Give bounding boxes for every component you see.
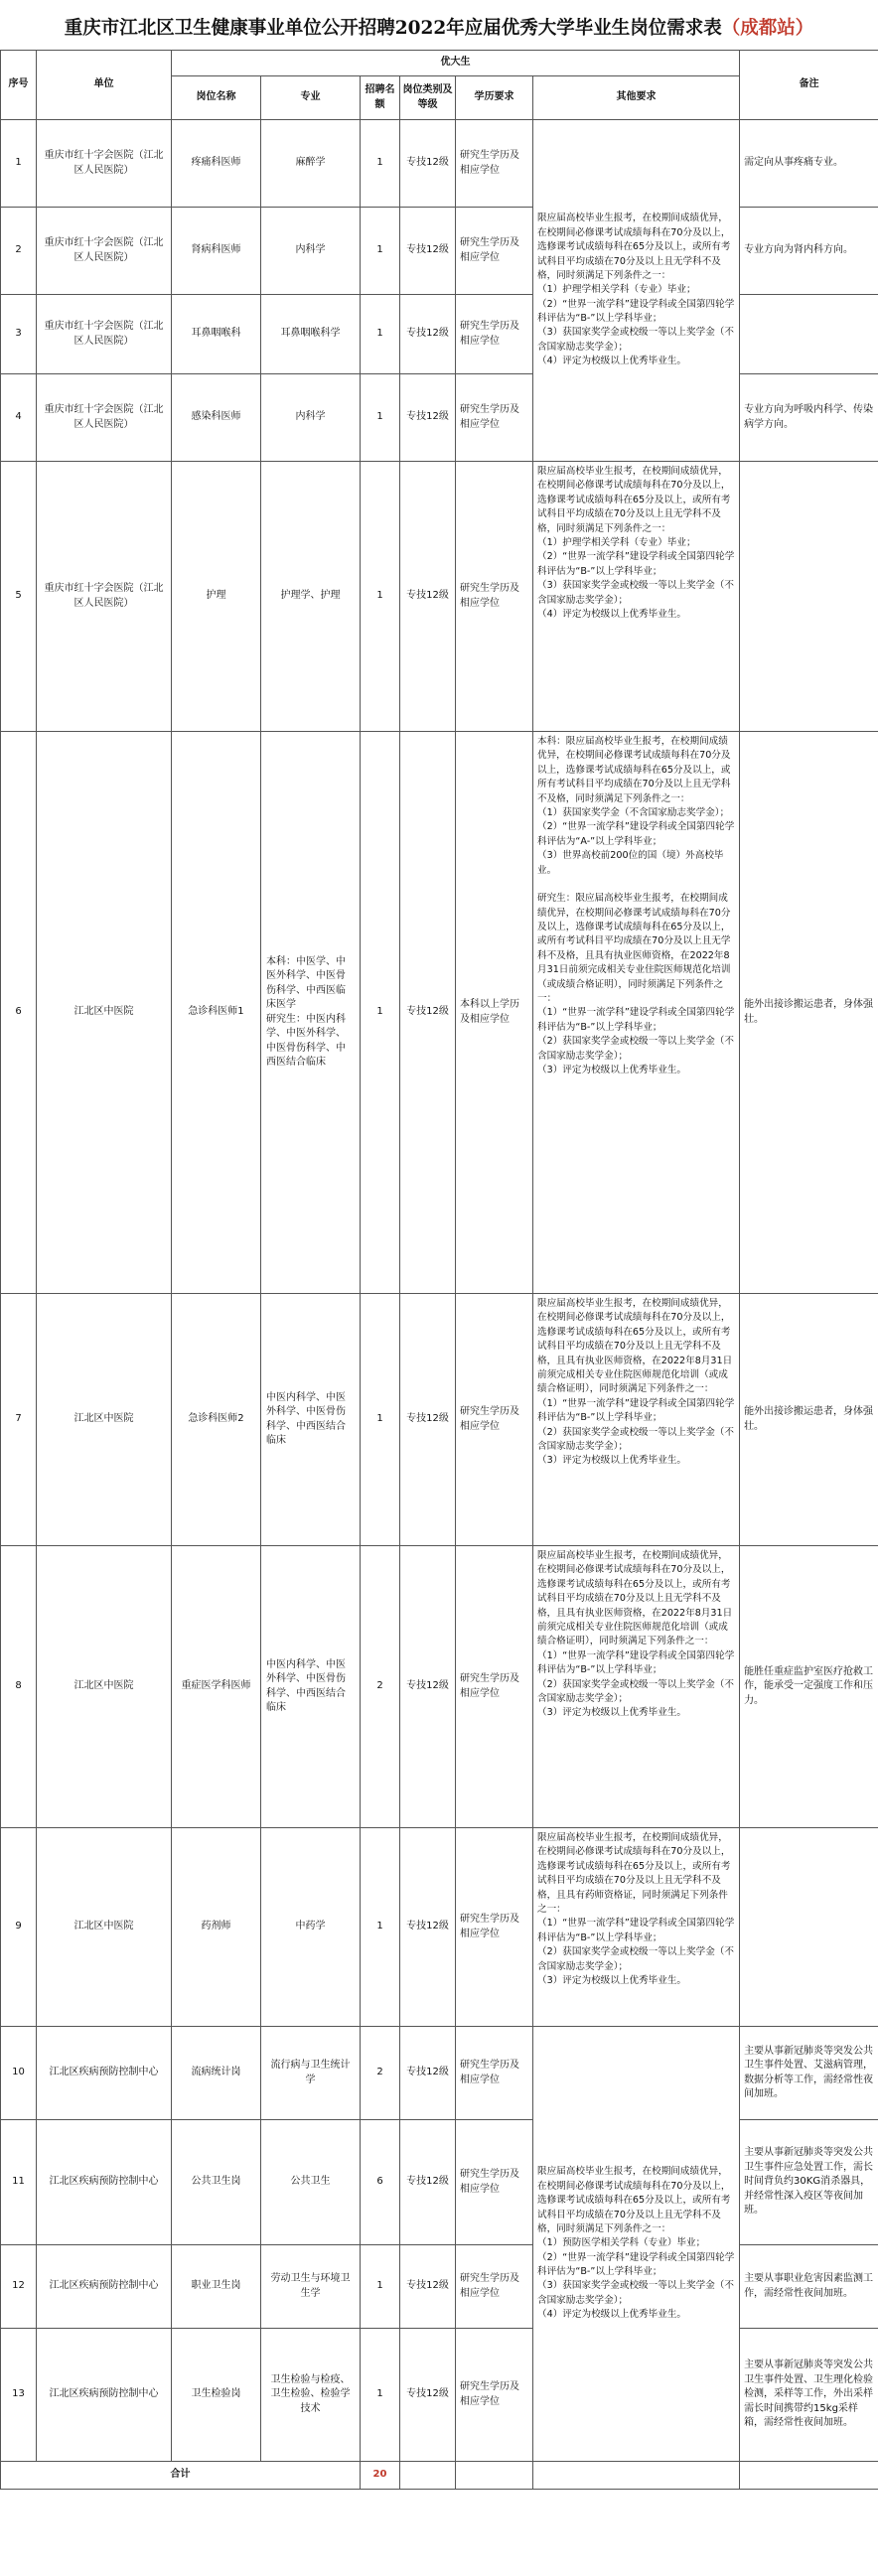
table-row [1, 1828, 878, 2027]
cell-category: 专技12级 [400, 1294, 456, 1546]
header-unit: 单位 [37, 51, 172, 120]
cell-major: 流行病与卫生统计学 [261, 2027, 361, 2120]
header-category: 岗位类别及等级 [400, 76, 456, 120]
cell-position: 感染科医师 [172, 374, 261, 462]
cell-unit: 重庆市红十字会医院（江北区人民医院） [37, 374, 172, 462]
cell-position: 急诊科医师2 [172, 1294, 261, 1546]
cell-note: 专业方向为肾内科方向。 [740, 208, 878, 295]
header-other: 其他要求 [533, 76, 740, 120]
cell-other-requirements: 限应届高校毕业生报考，在校期间成绩优异，在校期间必修课考试成绩每科在70分及以上，选修课考试成绩每科在65分及以上，或所有考试科目平均成绩在70分及以上且无学科不及格，且具有执业医师资格，在2022年8月31日前须完成相关专业住院医师规范化培训（或成绩合格证明），同时须满足下列条件之一： （1）“世界一流学科”建设学科或全国第四轮学科评估为“B-”以上学科毕业； （2）获国家奖学金或校级一等以上奖学金（不含国家励志奖学金）； （3）评定为校级以上优秀毕业生。 [533, 1546, 740, 1828]
cell-other-requirements: 限应届高校毕业生报考，在校期间成绩优异，在校期间必修课考试成绩每科在70分及以上，选修课考试成绩每科在65分及以上，或所有考试科目平均成绩在70分及以上且无学科不及格，且具有执业医师资格，在2022年8月31日前须完成相关专业住院医师规范化培训（或成绩合格证明），同时须满足下列条件之一： （1）“世界一流学科”建设学科或全国第四轮学科评估为“B-”以上学科毕业； （2）获国家奖学金或校级一等以上奖学金（不含国家励志奖学金）； （3）评定为校级以上优秀毕业生。 [533, 1294, 740, 1546]
cell-quota: 1 [361, 2329, 400, 2462]
table-row [1, 732, 878, 1294]
cell-quota: 1 [361, 732, 400, 1294]
table-row [1, 462, 878, 732]
cell-position: 卫生检验岗 [172, 2329, 261, 2462]
cell-seq: 13 [1, 2329, 37, 2462]
cell-note: 专业方向为呼吸内科学、传染病学方向。 [740, 374, 878, 462]
cell-quota: 1 [361, 1294, 400, 1546]
cell-seq: 12 [1, 2245, 37, 2329]
cell-unit: 江北区疾病预防控制中心 [37, 2329, 172, 2462]
cell-note: 能外出接诊搬运患者，身体强壮。 [740, 732, 878, 1294]
cell-category: 专技12级 [400, 374, 456, 462]
cell-major: 护理学、护理 [261, 462, 361, 732]
cell-unit: 江北区疾病预防控制中心 [37, 2120, 172, 2245]
cell-major: 耳鼻咽喉科学 [261, 295, 361, 374]
cell-unit: 江北区中医院 [37, 732, 172, 1294]
cell-unit: 重庆市红十字会医院（江北区人民医院） [37, 295, 172, 374]
cell-note: 主要从事新冠肺炎等突发公共卫生事件应急处置工作，需长时间背负约30KG消杀器具，并经常性深入疫区等夜间加班。 [740, 2120, 878, 2245]
cell-position: 疼痛科医师 [172, 120, 261, 208]
cell-seq: 7 [1, 1294, 37, 1546]
cell-other-requirements: 限应届高校毕业生报考，在校期间成绩优异，在校期间必修课考试成绩每科在70分及以上，选修课考试成绩每科在65分及以上，或所有考试科目平均成绩在70分及以上且无学科不及格，且具有药师资格证，同时须满足下列条件之一： （1）“世界一流学科”建设学科或全国第四轮学科评估为“B-”以上学科毕业； （2）获国家奖学金或校级一等以上奖学金（不含国家励志奖学金）； （3）评定为校级以上优秀毕业生。 [533, 1828, 740, 2027]
cell-unit: 江北区疾病预防控制中心 [37, 2027, 172, 2120]
table-row [1, 208, 878, 295]
cell-quota: 1 [361, 208, 400, 295]
header-major: 专业 [261, 76, 361, 120]
cell-unit: 江北区疾病预防控制中心 [37, 2245, 172, 2329]
cell-category: 专技12级 [400, 2329, 456, 2462]
cell-quota: 1 [361, 374, 400, 462]
cell-other-requirements: 限应届高校毕业生报考，在校期间成绩优异，在校期间必修课考试成绩每科在70分及以上，选修课考试成绩每科在65分及以上，或所有考试科目平均成绩在70分及以上且无学科不及格，同时须满足下列条件之一： （1）护理学相关学科（专业）毕业； （2）“世界一流学科”建设学科或全国第四轮学科评估为“B-”以上学科毕业； （3）获国家奖学金或校级一等以上奖学金（不含国家励志奖学金）； （4）评定为校级以上优秀毕业生。 [533, 462, 740, 732]
table-row [1, 374, 878, 462]
table-row [1, 2245, 878, 2329]
cell-seq: 1 [1, 120, 37, 208]
cell-seq: 5 [1, 462, 37, 732]
cell-quota: 1 [361, 295, 400, 374]
cell-seq: 9 [1, 1828, 37, 2027]
cell-category: 专技12级 [400, 2120, 456, 2245]
cell-category: 专技12级 [400, 1828, 456, 2027]
total-empty-category [400, 2462, 456, 2490]
header-quota: 招聘名额 [361, 76, 400, 120]
cell-category: 专技12级 [400, 2027, 456, 2120]
cell-category: 专技12级 [400, 295, 456, 374]
total-row [1, 2462, 878, 2490]
cell-unit: 江北区中医院 [37, 1294, 172, 1546]
cell-position: 药剂师 [172, 1828, 261, 2027]
cell-seq: 11 [1, 2120, 37, 2245]
total-quota: 20 [361, 2462, 400, 2490]
table-row [1, 1294, 878, 1546]
cell-note: 主要从事新冠肺炎等突发公共卫生事件处置、艾滋病管理，数据分析等工作，需经常性夜间加班。 [740, 2027, 878, 2120]
cell-other-requirements: 本科：限应届高校毕业生报考，在校期间成绩优异，在校期间必修课考试成绩每科在70分及以上，选修课考试成绩每科在65分及以上，或所有考试科目平均成绩在70分及以上且无学科不及格，同时须满足下列条件之一： （1）获国家奖学金（不含国家励志奖学金）； （2）“世界一流学科”建设学科或全国第四轮学科评估为“A-”以上学科毕业； （3）世界高校前200位的国（境）外高校毕业。 研究生：限应届高校毕业生报考，在校期间成绩优异，在校期间必修课考试成绩每科在70分及以上，选修课考试成绩每科在65分及以上，或所有考试科目平均成绩在70分及以上且无学科不及格，且具有执业医师资格，在2022年8月31日前须完成相关专业住院医师规范化培训（或成绩合格证明），同时须满足下列条件之一： （1）“世界一流学科”建设学科或全国第四轮学科评估为“B-”以上学科毕业； （2）获国家奖学金或校级一等以上奖学金（不含国家励志奖学金）； （3）评定为校级以上优秀毕业生。 [533, 732, 740, 1294]
header-position: 岗位名称 [172, 76, 261, 120]
cell-major: 内科学 [261, 208, 361, 295]
header-group: 优大生 [172, 51, 740, 76]
cell-education: 研究生学历及相应学位 [456, 374, 533, 462]
cell-unit: 重庆市红十字会医院（江北区人民医院） [37, 462, 172, 732]
header-seq: 序号 [1, 51, 37, 120]
cell-note: 主要从事新冠肺炎等突发公共卫生事件处置、卫生理化检验检测，采样等工作，外出采样需长时间携带约15kg采样箱，需经常性夜间加班。 [740, 2329, 878, 2462]
cell-education: 研究生学历及相应学位 [456, 208, 533, 295]
header-note: 备注 [740, 51, 878, 120]
cell-position: 耳鼻咽喉科 [172, 295, 261, 374]
table-row [1, 2120, 878, 2245]
cell-other-requirements: 限应届高校毕业生报考，在校期间成绩优异，在校期间必修课考试成绩每科在70分及以上，选修课考试成绩每科在65分及以上，或所有考试科目平均成绩在70分及以上且无学科不及格，同时须满足下列条件之一： （1）护理学相关学科（专业）毕业； （2）“世界一流学科”建设学科或全国第四轮学科评估为“B-”以上学科毕业； （3）获国家奖学金或校级一等以上奖学金（不含国家励志奖学金）； （4）评定为校级以上优秀毕业生。 [533, 120, 740, 462]
total-empty-other [533, 2462, 740, 2490]
cell-education: 研究生学历及相应学位 [456, 2120, 533, 2245]
cell-education: 研究生学历及相应学位 [456, 1828, 533, 2027]
cell-unit: 江北区中医院 [37, 1828, 172, 2027]
cell-major: 公共卫生 [261, 2120, 361, 2245]
cell-unit: 重庆市红十字会医院（江北区人民医院） [37, 120, 172, 208]
cell-category: 专技12级 [400, 462, 456, 732]
cell-quota: 1 [361, 462, 400, 732]
cell-note [740, 1828, 878, 2027]
cell-major: 麻醉学 [261, 120, 361, 208]
cell-education: 研究生学历及相应学位 [456, 2027, 533, 2120]
cell-quota: 1 [361, 120, 400, 208]
cell-education: 研究生学历及相应学位 [456, 295, 533, 374]
cell-education: 研究生学历及相应学位 [456, 2329, 533, 2462]
cell-category: 专技12级 [400, 120, 456, 208]
cell-category: 专技12级 [400, 2245, 456, 2329]
cell-seq: 4 [1, 374, 37, 462]
total-empty-note [740, 2462, 878, 2490]
cell-major: 中医内科学、中医外科学、中医骨伤科学、中西医结合临床 [261, 1546, 361, 1828]
cell-quota: 1 [361, 1828, 400, 2027]
total-empty-education [456, 2462, 533, 2490]
table-row [1, 2027, 878, 2120]
cell-major: 劳动卫生与环境卫生学 [261, 2245, 361, 2329]
cell-education: 研究生学历及相应学位 [456, 462, 533, 732]
cell-education: 研究生学历及相应学位 [456, 120, 533, 208]
cell-position: 流病统计岗 [172, 2027, 261, 2120]
cell-category: 专技12级 [400, 1546, 456, 1828]
cell-note [740, 462, 878, 732]
cell-education: 研究生学历及相应学位 [456, 1294, 533, 1546]
cell-position: 护理 [172, 462, 261, 732]
cell-seq: 10 [1, 2027, 37, 2120]
table-row [1, 295, 878, 374]
cell-position: 职业卫生岗 [172, 2245, 261, 2329]
cell-position: 公共卫生岗 [172, 2120, 261, 2245]
page-title: 重庆市江北区卫生健康事业单位公开招聘2022年应届优秀大学毕业生岗位需求表（成都站） [64, 18, 814, 39]
cell-note: 能胜任重症监护室医疗抢救工作，能承受一定强度工作和压力。 [740, 1546, 878, 1828]
cell-note [740, 295, 878, 374]
cell-major: 中药学 [261, 1828, 361, 2027]
table-row [1, 120, 878, 208]
cell-seq: 2 [1, 208, 37, 295]
cell-education: 研究生学历及相应学位 [456, 2245, 533, 2329]
cell-seq: 8 [1, 1546, 37, 1828]
cell-other-requirements: 限应届高校毕业生报考，在校期间成绩优异，在校期间必修课考试成绩每科在70分及以上，选修课考试成绩每科在65分及以上，或所有考试科目平均成绩在70分及以上且无学科不及格，同时须满足下列条件之一： （1）预防医学相关学科（专业）毕业； （2）“世界一流学科”建设学科或全国第四轮学科评估为“B-”以上学科毕业； （3）获国家奖学金或校级一等以上奖学金（不含国家励志奖学金）； （4）评定为校级以上优秀毕业生。 [533, 2027, 740, 2462]
cell-seq: 3 [1, 295, 37, 374]
total-label: 合计 [1, 2462, 361, 2490]
recruitment-table [0, 50, 878, 2490]
cell-education: 本科以上学历及相应学位 [456, 732, 533, 1294]
cell-unit: 江北区中医院 [37, 1546, 172, 1828]
cell-quota: 6 [361, 2120, 400, 2245]
cell-major: 内科学 [261, 374, 361, 462]
cell-major: 本科：中医学、中医外科学、中医骨伤科学、中西医临床医学 研究生：中医内科学、中医外科学、中医骨伤科学、中西医结合临床 [261, 732, 361, 1294]
cell-category: 专技12级 [400, 208, 456, 295]
cell-quota: 2 [361, 2027, 400, 2120]
cell-quota: 1 [361, 2245, 400, 2329]
header-education: 学历要求 [456, 76, 533, 120]
cell-position: 急诊科医师1 [172, 732, 261, 1294]
cell-unit: 重庆市红十字会医院（江北区人民医院） [37, 208, 172, 295]
cell-major: 卫生检验与检疫、卫生检验、检验学技术 [261, 2329, 361, 2462]
cell-position: 重症医学科医师 [172, 1546, 261, 1828]
cell-position: 肾病科医师 [172, 208, 261, 295]
cell-category: 专技12级 [400, 732, 456, 1294]
cell-quota: 2 [361, 1546, 400, 1828]
cell-note: 能外出接诊搬运患者，身体强壮。 [740, 1294, 878, 1546]
table-row [1, 2329, 878, 2462]
cell-note: 需定向从事疼痛专业。 [740, 120, 878, 208]
cell-major: 中医内科学、中医外科学、中医骨伤科学、中西医结合临床 [261, 1294, 361, 1546]
cell-note: 主要从事职业危害因素监测工作，需经常性夜间加班。 [740, 2245, 878, 2329]
table-row [1, 1546, 878, 1828]
cell-seq: 6 [1, 732, 37, 1294]
cell-education: 研究生学历及相应学位 [456, 1546, 533, 1828]
